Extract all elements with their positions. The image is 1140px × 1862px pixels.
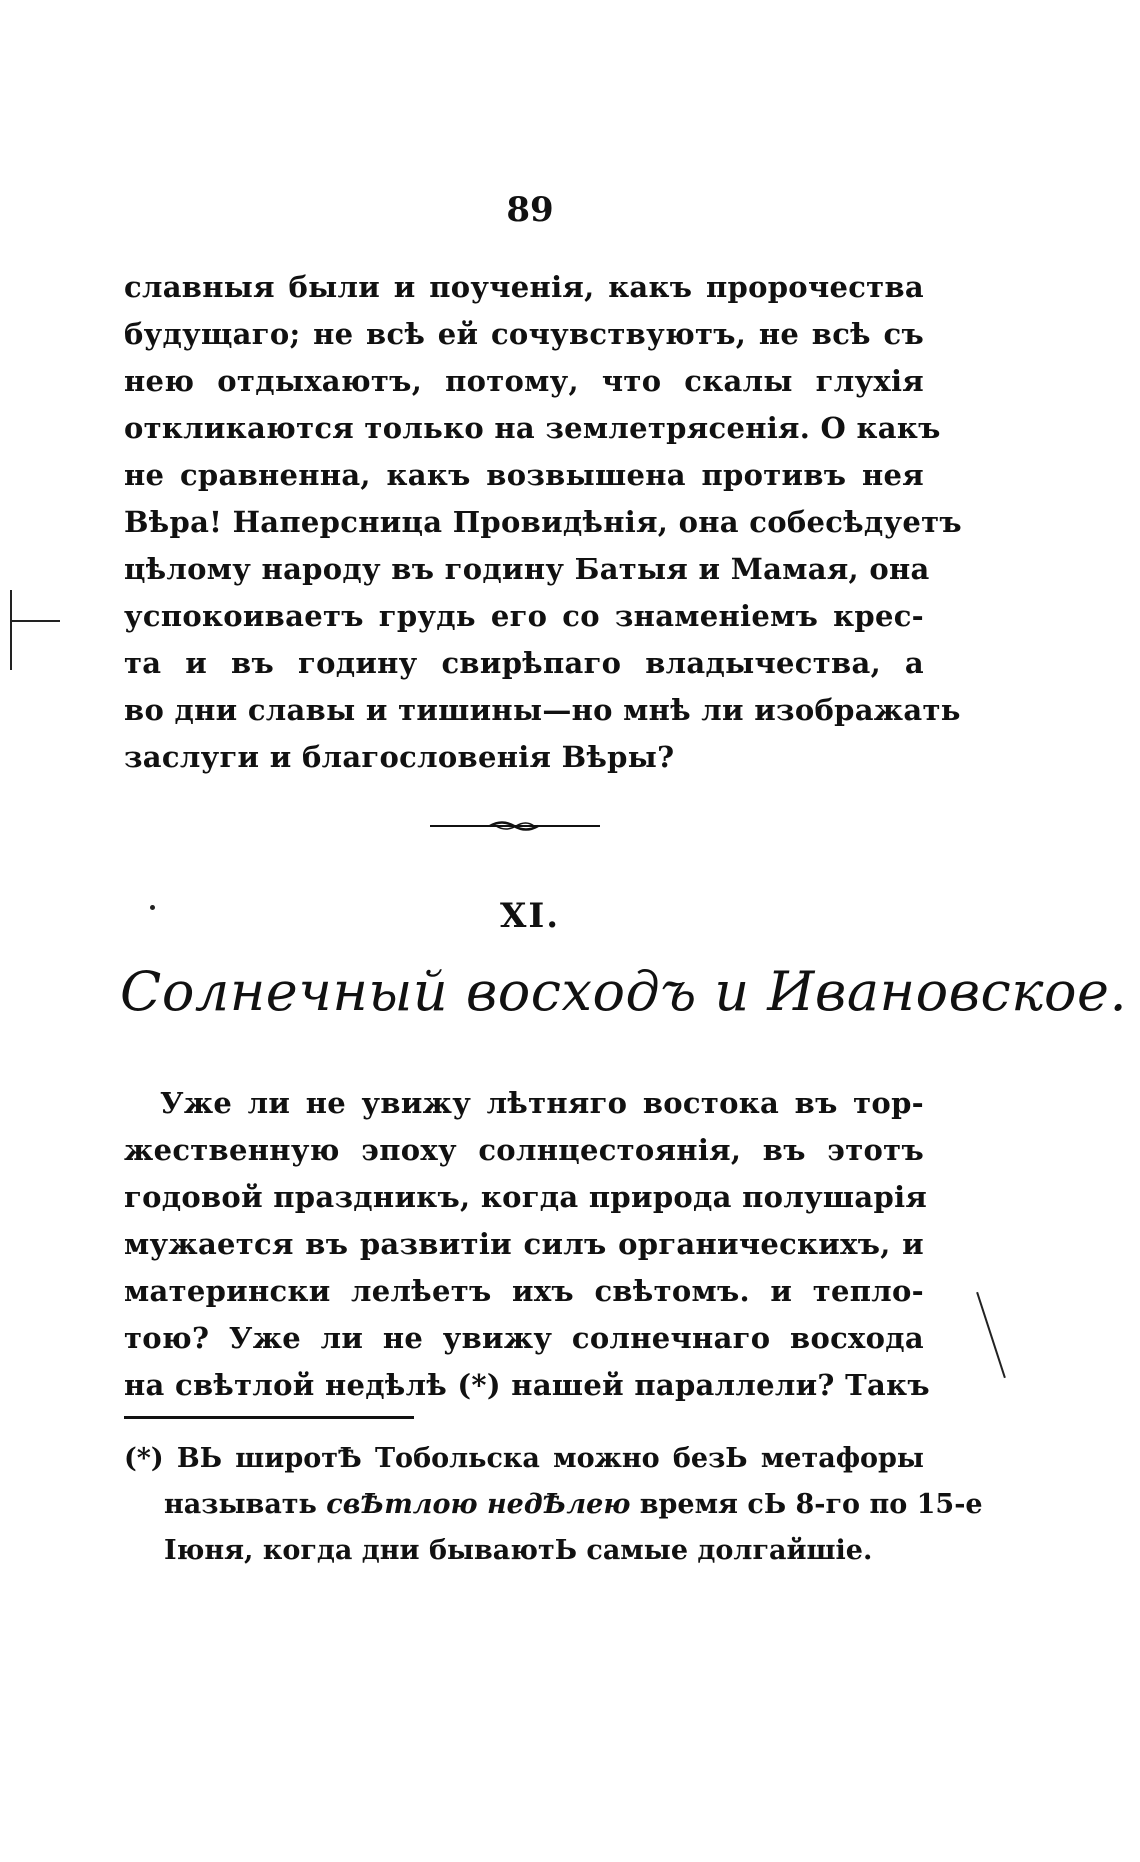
text-line: на свѣтлой недѣлѣ (*) нашей параллели? Такъ (124, 1368, 930, 1402)
text-line: цѣлому народу въ годину Батыя и Мамая, она (124, 552, 930, 586)
text-line: нею отдыхаютъ, потому, что скалы глухія (124, 364, 924, 398)
text-line: Вѣра! Наперсница Провидѣнія, она собесѣдуетъ (124, 505, 962, 539)
footnote-line: Іюня, когда дни бываютЬ самые долгайшіе. (164, 1535, 873, 1566)
footnote-line (124, 1482, 983, 1528)
text-line: успокоиваетъ грудь его со знаменіемъ крес- (124, 599, 924, 633)
footnote-text: называть (164, 1489, 327, 1520)
margin-stroke-mark (976, 1292, 1006, 1378)
margin-bracket-mark (10, 590, 12, 670)
margin-dot-mark (150, 905, 155, 910)
footnote (124, 1436, 983, 1574)
text-line: будущаго; не всѣ ей сочувствуютъ, не всѣ съ (124, 317, 924, 351)
text-line: славныя были и поученія, какъ пророчества (124, 270, 924, 304)
text-line: годовой праздникъ, когда природа полушарія (124, 1180, 928, 1214)
text-line: тою? Уже ли не увижу солнечнаго восхода (124, 1321, 924, 1355)
chapter-number: XI. (499, 896, 561, 936)
chapter-title: Солнечный восходъ и Ивановское. (120, 960, 1128, 1023)
text-line: Уже ли не увижу лѣтняго востока въ тор- (160, 1086, 924, 1120)
text-line: заслуги и благословенія Вѣры? (124, 740, 675, 774)
text-line: матерински лелѣетъ ихъ свѣтомъ. и тепло- (124, 1274, 924, 1308)
text-line: во дни славы и тишины—но мнѣ ли изображать (124, 693, 961, 727)
page-number: 89 (506, 190, 554, 230)
text-line: откликаются только на землетрясенія. О какъ (124, 411, 941, 445)
chapter-paragraph (124, 1080, 930, 1409)
footnote-text: время сЬ 8-го по 15-е (630, 1489, 983, 1520)
text-line: не сравненна, какъ возвышена противъ нея (124, 458, 924, 492)
footnote-emphasis: свѢтлою недѢлею (326, 1489, 631, 1520)
margin-bracket-mark (10, 620, 60, 622)
paragraph-continued (124, 264, 962, 781)
footnote-rule (124, 1416, 414, 1419)
footnote-line: (*) ВЬ широтѢ Тобольска можно безЬ метафоры (124, 1443, 924, 1474)
section-divider-ornament (430, 818, 600, 834)
text-line: жественную эпоху солнцестоянія, въ этотъ (124, 1133, 924, 1167)
text-line: та и въ годину свирѣпаго владычества, а (124, 646, 924, 680)
text-line: мужается въ развитіи силъ органическихъ, и (124, 1227, 924, 1261)
